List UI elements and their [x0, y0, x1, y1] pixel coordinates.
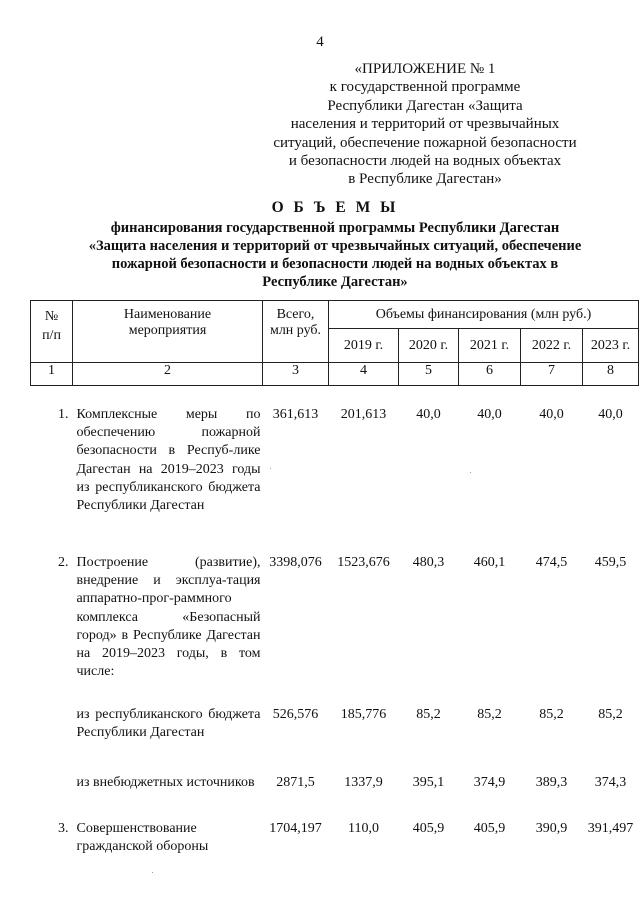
scan-speck: [270, 468, 271, 469]
row-value: 85,2: [539, 707, 564, 722]
row-value: 1704,197: [269, 821, 322, 836]
title-line: «Защита населения и территорий от чрезвычайных ситуаций, обеспечение: [88, 238, 582, 254]
row-value: 85,2: [416, 707, 441, 722]
header-year: 2019 г.: [329, 329, 399, 363]
table-row: [31, 386, 639, 555]
appendix-line: в Республике Дагестан»: [348, 171, 502, 188]
row-name: Комплексные меры по обеспечению пожарной безопасности в Респуб-лике Дагестан на 2019–2023 годы из республиканского бюджета Республики Дагестан: [76, 407, 261, 514]
table-row: [31, 554, 639, 706]
column-number: 4: [329, 363, 399, 386]
row-value: 40,0: [539, 407, 564, 422]
row-value: 391,497: [587, 821, 634, 836]
row-number: [31, 774, 73, 820]
row-name: Совершенствование гражданской обороны: [76, 821, 209, 855]
appendix-line: и безопасности людей на водных объектах: [288, 153, 562, 170]
row-value: 2871,5: [276, 775, 315, 790]
row-value: 201,613: [340, 407, 387, 422]
row-value: 110,0: [348, 821, 379, 836]
appendix-line: ситуаций, обеспечение пожарной безопасности: [273, 134, 577, 151]
page-number: 4: [316, 34, 324, 50]
row-name: из республиканского бюджета Республики Дагестан: [76, 707, 261, 741]
title-line: Республике Дагестан»: [262, 274, 408, 290]
row-value: 389,3: [535, 775, 568, 790]
column-number-row: [31, 363, 639, 386]
appendix-line: населения и территорий от чрезвычайных: [290, 116, 560, 133]
row-value: 395,1: [412, 775, 445, 790]
row-value: 460,1: [473, 555, 506, 570]
row-value: 3398,076: [269, 555, 322, 570]
scan-speck: [470, 472, 471, 473]
document-title: [30, 199, 640, 291]
header-year: 2021 г.: [459, 329, 521, 363]
row-value: 405,9: [412, 821, 445, 836]
row-number: 2.: [58, 555, 69, 570]
row-value: 374,9: [473, 775, 506, 790]
row-name: из внебюджетных источников: [76, 775, 255, 790]
column-number: 7: [521, 363, 583, 386]
table-row: [31, 774, 639, 820]
row-number: 3.: [58, 821, 69, 836]
row-value: 40,0: [477, 407, 502, 422]
header-volumes: Объемы финансирования (млн руб.): [329, 301, 639, 329]
row-name: Построение (развитие), внедрение и эксплуа-тация аппаратно-прог-раммного комплекса «Безопасный город» в Республике Дагестан на 2019–2023 годы, в том числе:: [76, 555, 261, 680]
table-row: [31, 820, 639, 864]
column-number: 3: [263, 363, 329, 386]
row-value: 40,0: [416, 407, 441, 422]
row-value: 390,9: [535, 821, 568, 836]
row-value: 85,2: [598, 707, 623, 722]
header-year: 2022 г.: [521, 329, 583, 363]
row-value: 1337,9: [344, 775, 383, 790]
header-num: № п/п: [31, 301, 73, 363]
header-total: Всего, млн руб.: [263, 301, 329, 363]
column-number: 6: [459, 363, 521, 386]
column-number: 2: [73, 363, 263, 386]
column-number: 5: [399, 363, 459, 386]
appendix-line: к государственной программе: [329, 79, 521, 96]
row-value: 185,776: [340, 707, 387, 722]
header-year: 2020 г.: [399, 329, 459, 363]
row-value: 480,3: [412, 555, 445, 570]
row-number: 1.: [58, 407, 69, 422]
row-value: 405,9: [473, 821, 506, 836]
row-value: 374,3: [594, 775, 627, 790]
row-value: 361,613: [272, 407, 319, 422]
row-value: 459,5: [594, 555, 627, 570]
row-value: 85,2: [477, 707, 502, 722]
title-heading: О Б Ъ Е М Ы: [271, 199, 399, 216]
title-line: пожарной безопасности и безопасности людей на водных объектах в: [111, 256, 559, 272]
title-line: финансирования государственной программы Республики Дагестан: [110, 220, 560, 236]
column-number: 8: [583, 363, 639, 386]
appendix-line: Республики Дагестан «Защита: [327, 97, 523, 114]
header-year: 2023 г.: [583, 329, 639, 363]
appendix-header: [250, 60, 600, 189]
financing-table: [30, 300, 639, 864]
column-number: 1: [31, 363, 73, 386]
row-value: 474,5: [535, 555, 568, 570]
appendix-line: «ПРИЛОЖЕНИЕ № 1: [354, 61, 496, 77]
row-value: 40,0: [598, 407, 623, 422]
header-name: Наименование мероприятия: [73, 301, 263, 363]
row-value: 1523,676: [337, 555, 390, 570]
table-row: [31, 706, 639, 774]
row-number: [31, 706, 73, 774]
scan-speck: [152, 872, 153, 873]
row-value: 526,576: [272, 707, 319, 722]
